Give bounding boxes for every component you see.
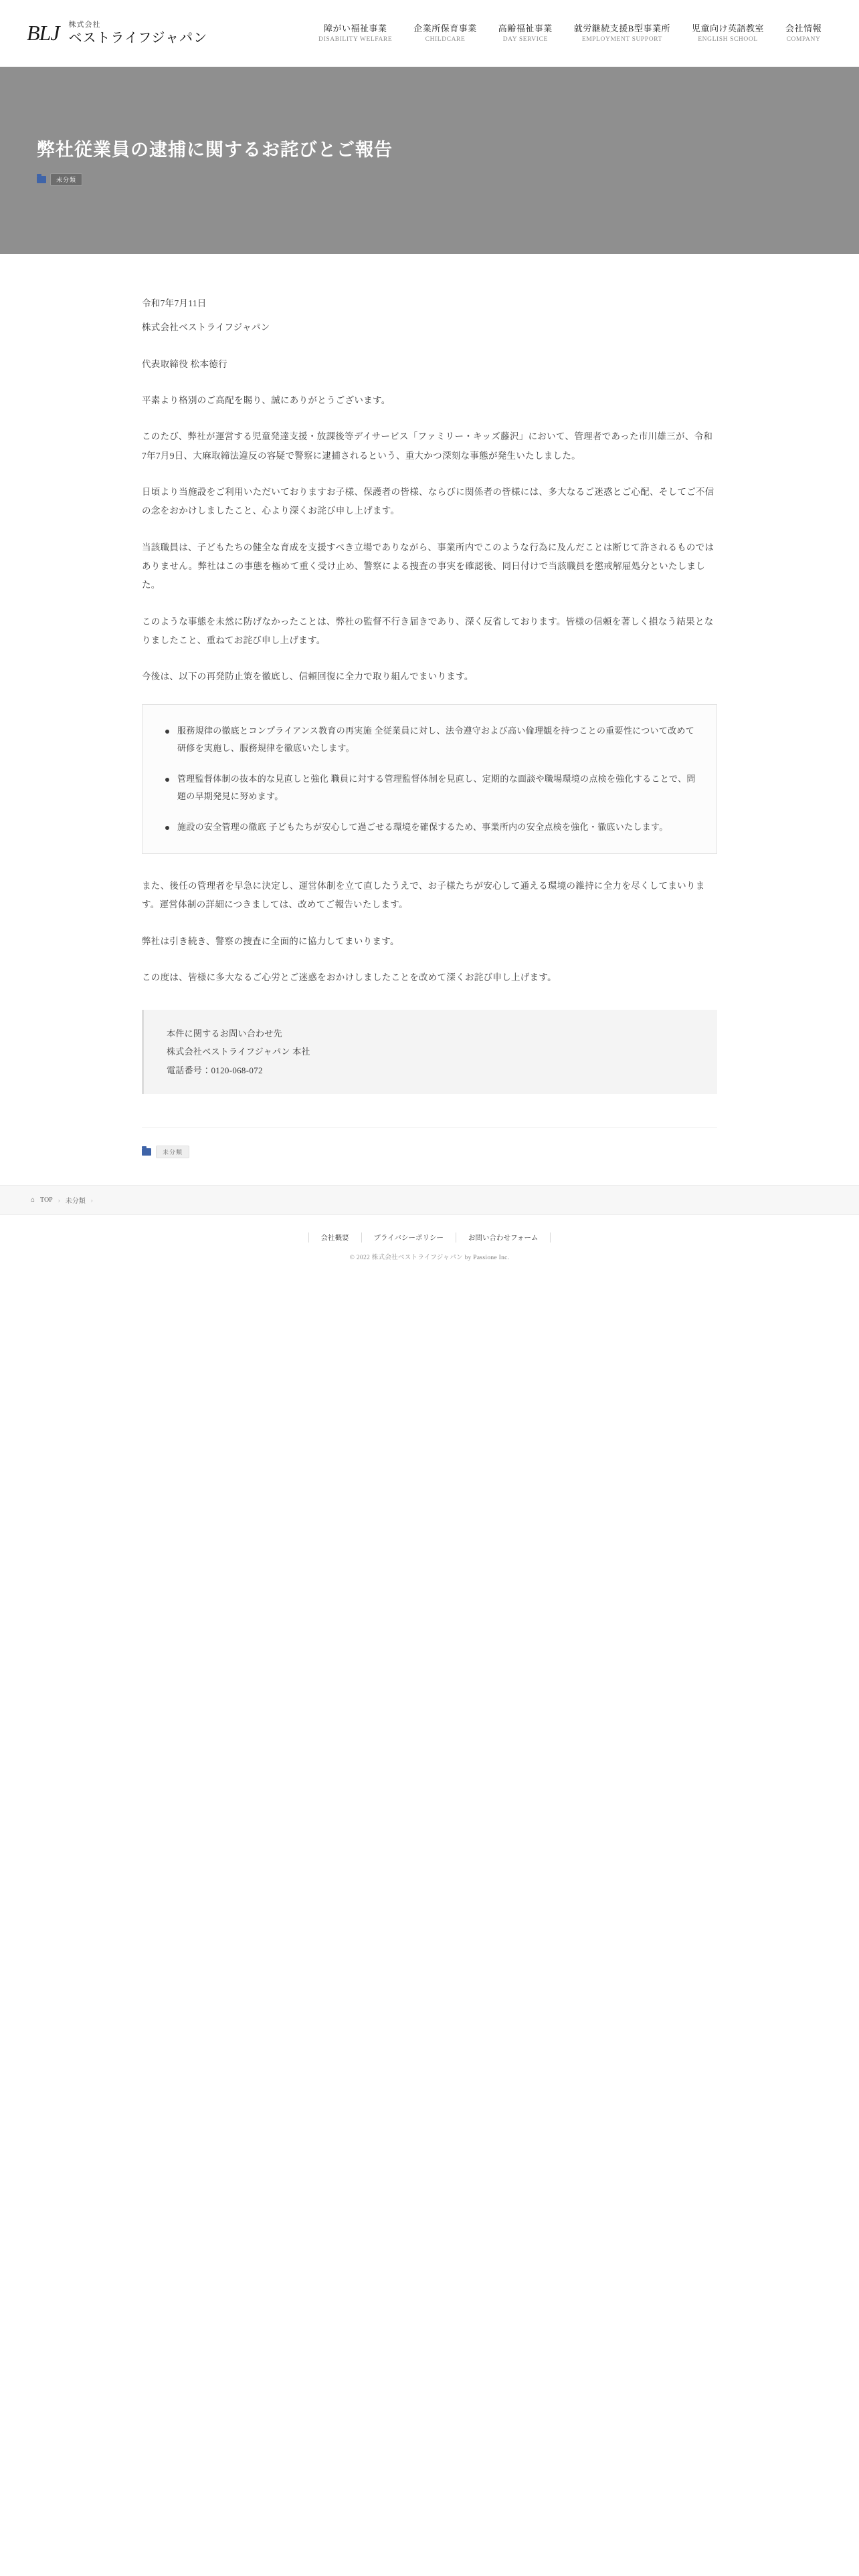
nav-item-day-service[interactable] (488, 22, 563, 45)
site-header (0, 0, 859, 67)
site-footer (0, 1214, 859, 1284)
list-item: 服務規律の徹底とコンプライアンス教育の再実施 全従業員に対し、法令遵守および高い倫理観を持つことの重要性について改めて研修を実施し、服務規律を徹底いたします。 (163, 722, 696, 757)
nav-item-company[interactable] (775, 22, 832, 45)
page-title: 弊社従業員の逮捕に関するお詫びとご報告 (37, 140, 393, 160)
nav-label-en: COMPANY (786, 36, 821, 43)
credit-prefix: by (464, 1255, 472, 1262)
article-paragraph: 弊社は引き続き、警察の捜査に全面的に協力してまいります。 (142, 936, 399, 946)
logo-company-name: ベストライフジャパン (68, 30, 208, 45)
site-logo[interactable] (27, 20, 207, 45)
nav-item-english-school[interactable] (681, 22, 775, 45)
list-item: 施設の安全管理の徹底 子どもたちが安心して過ごせる環境を確保するため、事業所内の安全点検を強化・徹底いたします。 (163, 819, 696, 836)
nav-label-en: CHILDCARE (425, 36, 466, 43)
contact-phone: 電話番号：0120-068-072 (167, 1065, 263, 1075)
folder-icon (142, 1148, 151, 1156)
category-badge[interactable]: 未分類 (50, 173, 82, 186)
nav-label-ja: 児童向け英語教室 (691, 23, 764, 33)
article-paragraph: このたび、弊社が運営する児童発達支援・放課後等デイサービス「ファミリー・キッズ藤沢」において、管理者であった市川雄三が、令和7年7月9日、大麻取締法違反の容疑で警察に逮捕されるという、重大かつ深刻な事態が発生いたしました。 (142, 431, 713, 461)
copyright-statement: © 2022 株式会社ベストライフジャパン (349, 1255, 463, 1262)
nav-item-childcare[interactable] (403, 22, 488, 45)
credit-name[interactable]: Passione Inc. (473, 1255, 510, 1262)
main-content (0, 254, 859, 1185)
contact-heading: 本件に関するお問い合わせ先 (167, 1029, 282, 1039)
article-paragraph: このような事態を未然に防げなかったことは、弊社の監督不行き届きであり、深く反省しております。皆様の信頼を著しく損なう結果となりましたこと、重ねてお詫び申し上げます。 (142, 616, 714, 646)
hero-category[interactable] (37, 173, 859, 186)
nav-label-en: ENGLISH SCHOOL (698, 36, 758, 43)
preventive-measures-box (142, 704, 717, 854)
nav-item-employment-support[interactable] (563, 22, 681, 45)
nav-label-en: EMPLOYMENT SUPPORT (581, 36, 662, 43)
footer-link-company-profile[interactable]: 会社概要 (308, 1232, 361, 1243)
nav-label-ja: 就労継続支援B型事業所 (573, 23, 670, 33)
nav-label-ja: 障がい福祉事業 (323, 23, 387, 33)
breadcrumb-separator-icon: › (90, 1196, 93, 1204)
article-paragraph: また、後任の管理者を早急に決定し、運営体制を立て直したうえで、お子様たちが安心して通える環境の維持に全力を尽くしてまいります。運営体制の詳細につきましては、改めてご報告いたします。 (142, 880, 705, 910)
breadcrumb-item-current[interactable]: 未分類 (65, 1198, 86, 1206)
breadcrumb-separator-icon: › (58, 1196, 60, 1204)
article-body (142, 294, 717, 1094)
contact-info-box (142, 1010, 717, 1094)
logo-company-prefix: 株式会社 (68, 21, 101, 29)
article-paragraph: 今後は、以下の再発防止策を徹底し、信頼回復に全力で取り組んでまいります。 (142, 671, 474, 682)
nav-label-ja: 企業所保育事業 (413, 23, 477, 33)
page-hero (0, 67, 859, 254)
folder-icon (37, 176, 46, 183)
article-paragraph: 当該職員は、子どもたちの健全な育成を支援すべき立場でありながら、事業所内でこのような行為に及んだことは断じて許されるものではありません。弊社はこの事態を極めて重く受け止め、警察による捜査の事実を確認後、同日付けで当該職員を懲戒解雇処分といたしました。 (142, 542, 714, 591)
footer-link-contact-form[interactable]: お問い合わせフォーム (456, 1232, 551, 1243)
contact-company: 株式会社ベストライフジャパン 本社 (167, 1047, 310, 1057)
breadcrumb (0, 1185, 859, 1214)
main-navigation (308, 22, 832, 45)
nav-label-ja: 高齢福祉事業 (498, 23, 553, 33)
article-date: 令和7年7月11日 (142, 298, 207, 308)
list-item: 管理監督体制の抜本的な見直しと強化 職員に対する管理監督体制を見直し、定期的な面談や職場環境の点検を強化することで、問題の早期発見に努めます。 (163, 770, 696, 805)
post-category-tag[interactable]: 未分類 (156, 1146, 189, 1158)
article-paragraph: この度は、皆様に多大なるご心労とご迷惑をおかけしましたことを改めて深くお詫び申し上げます。 (142, 972, 557, 982)
nav-item-disability-welfare[interactable] (308, 22, 403, 45)
article-signature: 代表取締役 松本徳行 (142, 358, 227, 369)
article-paragraph: 平素より格別のご高配を賜り、誠にありがとうございます。 (142, 395, 391, 406)
breadcrumb-item-home[interactable]: TOP (40, 1196, 53, 1204)
article-paragraph: 日頃より当施設をご利用いただいておりますお子様、保護者の皆様、ならびに関係者の皆様には、多大なるご迷惑とご心配、そしてご不信の念をおかけしましたこと、心より深くお詫び申し上げます。 (142, 487, 714, 516)
home-icon: ⌂ (31, 1196, 35, 1204)
nav-label-en: DISABILITY WELFARE (318, 36, 393, 43)
copyright-text (0, 1252, 859, 1261)
nav-label-ja: 会社情報 (785, 23, 822, 33)
article-company: 株式会社ベストライフジャパン (142, 322, 270, 333)
footer-link-privacy-policy[interactable]: プライバシーポリシー (361, 1232, 456, 1243)
nav-label-en: DAY SERVICE (502, 36, 548, 43)
logo-monogram-icon: BLJ (27, 21, 60, 45)
post-tags (142, 1128, 717, 1158)
measures-list (163, 722, 696, 836)
footer-links (0, 1232, 859, 1243)
